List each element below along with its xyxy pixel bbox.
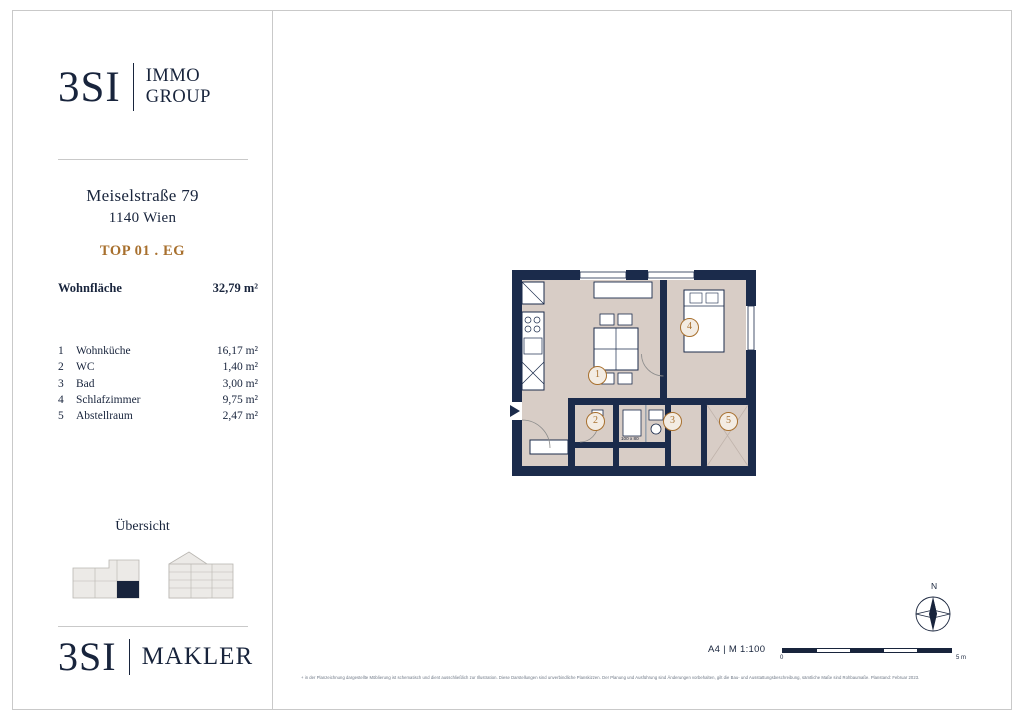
scale-segment	[884, 649, 918, 652]
property-address	[13, 185, 272, 230]
room-number: 5	[58, 410, 64, 423]
footer-logo-word: MAKLER	[141, 643, 254, 670]
footer-logo-divider	[129, 639, 130, 675]
room-size: 1,40 m²	[222, 361, 258, 374]
list-item	[58, 408, 258, 424]
address-street: Meiselstraße 79	[86, 186, 199, 205]
floorplan-drawing	[508, 266, 768, 496]
scale-end-label: 5 m	[956, 655, 967, 661]
footer-logo-mark: 3SI	[58, 634, 117, 679]
room-badge-5: 5	[719, 412, 738, 431]
room-size: 3,00 m²	[222, 377, 258, 390]
brand-logo-header	[58, 63, 248, 111]
legal-disclaimer: + in der Planzeichnung dargestellte Möblierung ist schematisch und dient ausschließlich zur Illustration. Diese Darstellungen sind unverbindliche Planskizzen. Der Planung und Ausführung sind Änderungen vorbehalten, gilt die Bau- und Ausstattungsbeschreibung, sämtliche Maße sind Rohbaumaße. Planstand: Februar 2023.	[301, 675, 920, 680]
logo-wordmark	[146, 66, 211, 107]
room-name: Wohnküche	[76, 345, 131, 357]
list-item	[58, 392, 258, 408]
list-item	[58, 343, 258, 359]
room-number: 3	[58, 377, 64, 390]
address-city: 1140 Wien	[108, 209, 177, 226]
room-list	[58, 343, 258, 425]
info-panel	[13, 11, 272, 709]
room-name: WC	[76, 361, 95, 374]
list-item	[58, 376, 258, 392]
room-badge-3: 3	[663, 412, 682, 431]
footer-rule	[58, 626, 248, 627]
scale-segment	[917, 649, 951, 652]
plan-area	[273, 11, 1012, 709]
living-area-value: 32,79 m²	[212, 281, 258, 295]
brand-logo-footer	[58, 634, 258, 679]
room-name: Schlafzimmer	[76, 393, 141, 406]
overview-title: Übersicht	[115, 519, 170, 534]
logo-word-group: GROUP	[145, 87, 211, 107]
room-size: 16,17 m²	[216, 345, 258, 357]
living-area-label: Wohnfläche	[58, 281, 122, 295]
scale-start-label: 0	[780, 655, 784, 661]
floorplan-svg	[508, 266, 768, 491]
room-size: 2,47 m²	[222, 410, 258, 423]
logo-word-immo: IMMO	[145, 66, 201, 87]
list-item	[58, 359, 258, 375]
scale-bar-graphic	[782, 648, 952, 653]
door-dimension-label: 100 x 80	[621, 436, 639, 441]
compass-icon	[910, 591, 956, 637]
room-size: 9,75 m²	[222, 393, 258, 406]
room-name: Bad	[76, 377, 95, 390]
scale-segment	[850, 649, 884, 652]
overview-diagram	[61, 546, 251, 608]
scale-segment	[817, 649, 851, 652]
logo-divider	[133, 63, 134, 111]
compass-north-label: N	[931, 581, 938, 591]
room-number: 2	[58, 361, 64, 374]
room-badge-4: 4	[680, 318, 699, 337]
room-badge-1: 1	[588, 366, 607, 385]
scale-caption: A4 | M 1:100	[708, 644, 766, 655]
unit-label: TOP 01 . EG	[99, 243, 186, 259]
room-badge-2: 2	[586, 412, 605, 431]
living-area-row	[58, 281, 258, 296]
room-number: 4	[58, 393, 64, 406]
compass-rose	[910, 581, 960, 639]
logo-mark: 3SI	[58, 63, 121, 111]
room-number: 1	[58, 345, 64, 357]
room-name: Abstellraum	[76, 410, 133, 423]
scale-segment	[783, 649, 817, 652]
overview-thumbnail	[61, 546, 251, 608]
header-rule	[58, 159, 248, 160]
